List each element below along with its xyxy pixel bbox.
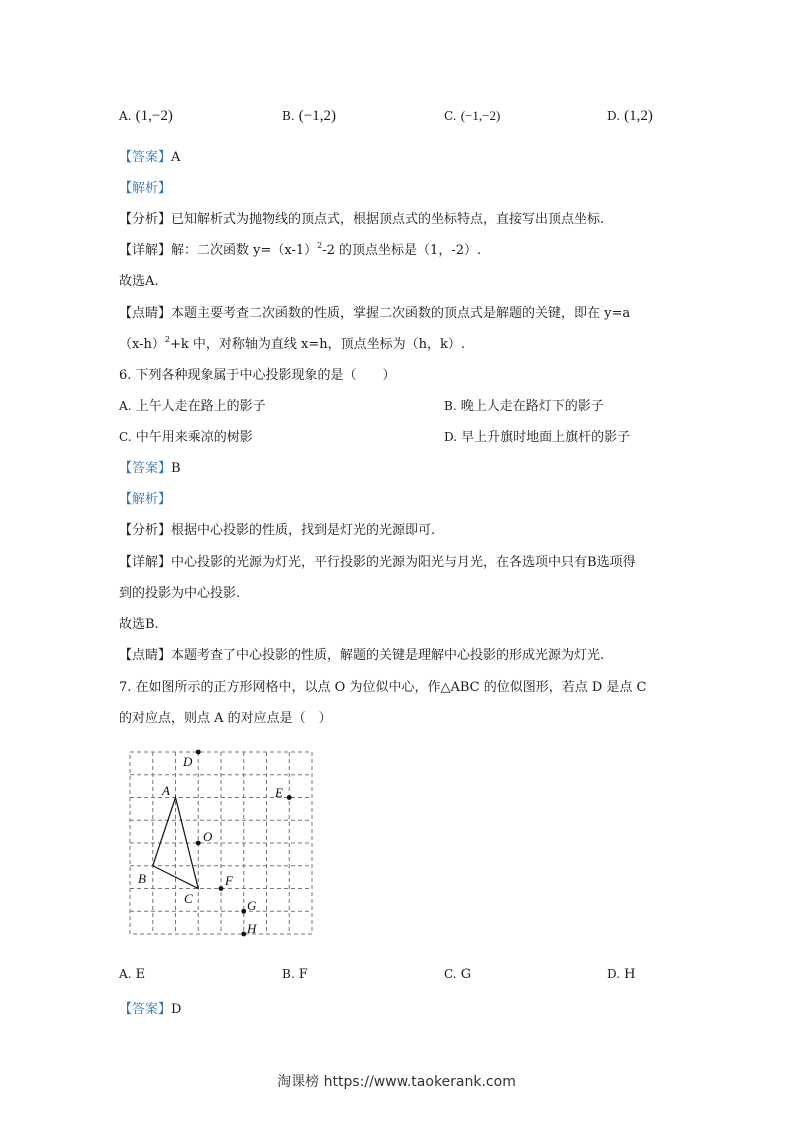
- q7-stem-line1: 7. 在如图所示的正方形网格中，以点 O 为位似中心，作△ABC 的位似图形，若点 D 是点 C: [119, 680, 647, 695]
- q6-option-c-label: C.: [119, 430, 132, 444]
- q5-dianjing-line2: [119, 333, 465, 352]
- q7-option-a-text: E: [135, 967, 146, 982]
- q5-dianjing-tag: 【点睛】: [119, 306, 172, 321]
- q7-label-f: F: [225, 873, 233, 888]
- q5-answer-value: A: [171, 150, 181, 165]
- q5-dianjing-text-2b: +k 中，对称轴为直线 x=h，顶点坐标为（h，k）.: [169, 337, 465, 352]
- q5-xiangjie-text-b: -2 的顶点坐标是（1，-2）.: [322, 243, 482, 258]
- q5-option-d: [607, 108, 653, 125]
- q7-point-d: [196, 750, 201, 755]
- q5-analysis-heading: [119, 177, 171, 196]
- q7-label-h: H: [247, 921, 257, 936]
- q5-fenxi-tag: 【分析】: [119, 212, 172, 227]
- q5-fenxi-text: 已知解析式为抛物线的顶点式，根据顶点式的坐标特点，直接写出顶点坐标.: [171, 212, 605, 227]
- q6-analysis-heading: [119, 488, 171, 507]
- q5-conclusion: 故选A.: [119, 274, 159, 289]
- q5-dianjing: [119, 302, 630, 321]
- q5-option-b-label: B.: [282, 109, 295, 123]
- q6-option-a: [119, 395, 266, 414]
- q5-option-a-value: (1,−2): [135, 108, 173, 124]
- q7-point-o: [196, 841, 201, 846]
- q6-xiangjie-tag: 【详解】: [119, 555, 172, 570]
- q5-option-c: [444, 108, 500, 124]
- q7-option-d-label: D.: [607, 967, 621, 981]
- q7-stem-line2: 的对应点，则点 A 的对应点是（ ）: [119, 711, 332, 726]
- q6-conclusion: 故选B.: [119, 617, 159, 632]
- q6-stem: 6. 下列各种现象属于中心投影现象的是（ ）: [119, 368, 396, 383]
- q6-option-a-text: 上午人走在路上的影子: [135, 399, 266, 414]
- q7-option-b: [282, 967, 308, 982]
- q7-option-d: [607, 967, 636, 982]
- q7-label-o: O: [203, 829, 213, 844]
- q6-answer: [119, 457, 181, 476]
- q7-point-g: [241, 909, 246, 914]
- q6-analysis-tag: 【解析】: [119, 492, 172, 507]
- q5-option-d-value: (1,2): [624, 108, 653, 124]
- q6-dianjing-tag: 【点睛】: [119, 648, 172, 663]
- q5-option-d-label: D.: [607, 109, 621, 123]
- q7-label-d: D: [183, 754, 193, 769]
- q6-fenxi-text: 根据中心投影的性质，找到是灯光的光源即可.: [171, 523, 436, 538]
- q5-fenxi: [119, 208, 604, 227]
- q6-fenxi: [119, 519, 435, 538]
- q5-option-a-label: A.: [119, 109, 132, 123]
- q7-answer-tag: 【答案】: [119, 1002, 172, 1017]
- q7-point-h: [241, 932, 246, 937]
- q5-xiangjie: [119, 239, 481, 258]
- q6-xiangjie-text-1: 中心投影的光源为灯光，平行投影的光源为阳光与月光，在各选项中只有B选项得: [171, 555, 636, 570]
- q7-label-b: B: [138, 871, 146, 886]
- q5-xiangjie-text-a: 解：二次函数 y=（x-1）: [171, 243, 318, 258]
- q7-label-c: C: [184, 891, 193, 906]
- q7-point-f: [219, 886, 224, 891]
- q7-answer-value: D: [171, 1002, 182, 1017]
- q5-xiangjie-tag: 【详解】: [119, 243, 172, 258]
- q6-xiangjie: [119, 551, 636, 570]
- q7-label-g: G: [247, 898, 257, 913]
- q6-option-d: [444, 426, 630, 445]
- q6-answer-tag: 【答案】: [119, 461, 172, 476]
- q6-option-a-label: A.: [119, 399, 132, 413]
- q5-option-b-value: (−1,2): [298, 108, 336, 124]
- q5-analysis-tag: 【解析】: [119, 181, 172, 196]
- q7-grid-lines: [130, 752, 312, 934]
- q6-fenxi-tag: 【分析】: [119, 523, 172, 538]
- q6-option-b-text: 晚上人走在路灯下的影子: [460, 399, 604, 414]
- q6-option-c-text: 中午用来乘凉的树影: [135, 430, 253, 445]
- q7-option-a-label: A.: [119, 967, 132, 981]
- q6-dianjing: [119, 644, 604, 663]
- q7-option-c: [444, 967, 471, 982]
- q7-option-a: [119, 967, 145, 982]
- q5-xiangjie-sup: 2: [317, 241, 323, 250]
- q6-option-c: [119, 426, 253, 445]
- q7-option-d-text: H: [624, 967, 636, 982]
- q7-label-a: A: [162, 783, 170, 798]
- q5-option-b: [282, 108, 336, 125]
- q6-xiangjie-line2: 到的投影为中心投影.: [119, 586, 241, 601]
- q5-option-c-label: C.: [444, 109, 457, 123]
- q6-option-b-label: B.: [444, 399, 457, 413]
- q7-option-c-label: C.: [444, 967, 457, 981]
- q5-answer-tag: 【答案】: [119, 150, 172, 165]
- q5-answer: [119, 146, 180, 165]
- q6-answer-value: B: [171, 461, 181, 476]
- q6-option-d-label: D.: [444, 430, 458, 444]
- q5-dianjing-sup: 2: [164, 335, 170, 344]
- q5-dianjing-text-2a: （x-h）: [119, 337, 165, 352]
- q6-option-d-text: 早上升旗时地面上旗杆的影子: [461, 430, 631, 445]
- q5-option-c-value: (−1,−2): [460, 108, 501, 123]
- q5-dianjing-text-1: 本题主要考查二次函数的性质，掌握二次函数的顶点式是解题的关键，即在 y=a: [171, 306, 631, 321]
- q7-option-b-text: F: [298, 967, 308, 982]
- q7-grid-figure: [120, 742, 320, 942]
- footer-watermark: 淘课榜 https://www.taokerank.com: [277, 1074, 516, 1090]
- q7-label-e: E: [275, 785, 283, 800]
- q7-answer: [119, 998, 181, 1017]
- q5-option-a: [119, 108, 173, 125]
- q6-dianjing-text: 本题考查了中心投影的性质，解题的关键是理解中心投影的形成光源为灯光.: [171, 648, 605, 663]
- q6-option-b: [444, 395, 604, 414]
- q7-point-e: [287, 795, 292, 800]
- q7-option-c-text: G: [460, 967, 472, 982]
- q7-option-b-label: B.: [282, 967, 295, 981]
